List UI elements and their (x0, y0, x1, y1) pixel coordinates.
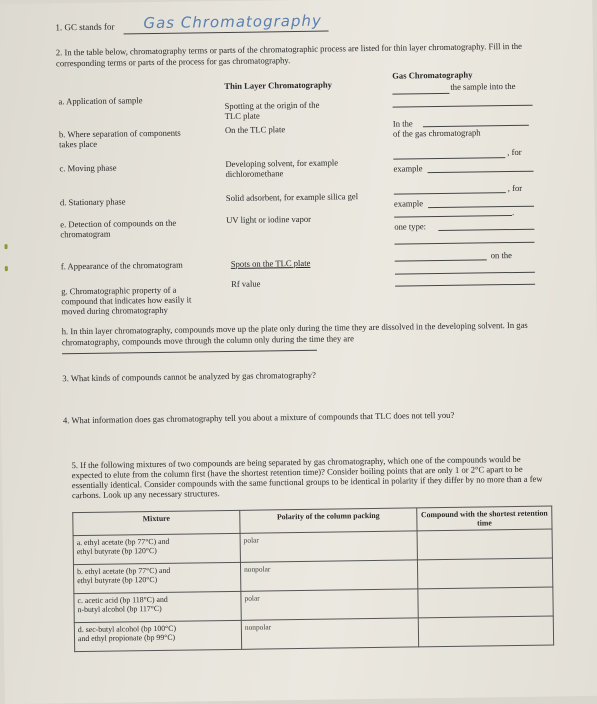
row-d-gc-line-1 (394, 192, 506, 195)
q5-text: 5. If the following mixtures of two compounds are being separated by gas chromatography, which one of the compounds would be expected to elute from the column first (have the shortest retention time)? Consider boiling points that are only 1 or 2°C apart to be essentially identical. Consider compounds with the same functional groups to be identical in polarity if they differ by no more than a few carbons. Look up any necessary structures. (71, 453, 543, 501)
row-a-gc-line-2 (393, 105, 533, 108)
row-g-label-2: compound that indicates how easily it (61, 294, 192, 307)
polarity-cell: nonpolar (240, 560, 417, 591)
row-b-gc-2: of the gas chromatograph (392, 127, 481, 139)
row-e-label-2: chromatogram (60, 228, 111, 240)
row-d-label: d. Stationary phase (59, 196, 126, 208)
q3-text: 3. What kinds of compounds cannot be analyzed by gas chromatography? (62, 369, 316, 384)
header-gc: Gas Chromatography (392, 69, 473, 81)
mixture-cell: c. acetic acid (bp 118°C) and n-butyl alcohol (bp 117°C) (74, 591, 241, 622)
row-c-gc-line-1 (393, 157, 505, 160)
row-g-label-3: moved during chromatography (61, 304, 168, 317)
row-a-tlc-1: Spotting at the origin of the (224, 99, 320, 112)
row-a-gc-text: the sample into the (450, 80, 516, 92)
row-d-tlc: Solid adsorbent, for example silica gel (225, 191, 359, 203)
answer-cell[interactable] (418, 587, 553, 618)
row-b-tlc: On the TLC plate (224, 124, 286, 136)
polarity-cell: nonpolar (241, 618, 418, 649)
row-c-tlc-1: Developing solvent, for example (225, 157, 339, 170)
q2-intro: 2. In the table below, chromatography terms or parts of the chromatographic process are listed for thin layer chromatography. Fill in the corresponding terms or parts of the process for gas chromatography. (55, 40, 523, 68)
row-a-tlc-2: TLC plate (224, 110, 260, 122)
row-c-gc-for: , for (507, 146, 522, 158)
row-h-text: h. In thin layer chromatography, compounds move up the plate only during the time they are dissolved in the developing solvent. In gas chromatography, compounds move through the column only during the time they are (61, 319, 528, 347)
header-tlc-1: Thin Layer Chromatography (224, 79, 332, 92)
q4-text: 4. What information does gas chromatography tell you about a mixture of compounds that TLC does not tell you? (62, 409, 455, 426)
row-c-tlc-2: dichloromethane (225, 168, 284, 180)
mixture-table-header-polarity: Polarity of the column packing (240, 508, 417, 533)
q1-handwritten-answer: Gas Chromatography (143, 11, 322, 33)
row-e-gc-line-3 (395, 242, 535, 245)
margin-mark-bottom (5, 266, 8, 271)
row-f-label: f. Appearance of the chromatogram (60, 259, 183, 272)
row-e-gc-line-1 (394, 215, 512, 218)
row-e-gc-dot: . (512, 206, 515, 218)
row-d-gc-line-2 (428, 206, 534, 208)
q1-label: 1. GC stands for (55, 21, 115, 33)
row-b-label-1: b. Where separation of components (58, 127, 181, 140)
row-f-gc-line-2 (395, 272, 535, 275)
row-e-gc-line-2 (438, 229, 534, 231)
row-f-gc-line-1 (395, 259, 487, 261)
polarity-cell: polar (241, 589, 418, 620)
row-a-gc-line (392, 93, 449, 95)
row-c-gc-line-2 (428, 171, 534, 173)
mixture-cell: a. ethyl acetate (bp 77°C) and ethyl butyrate (bp 120°C) (73, 533, 240, 564)
row-b-gc-1: In the (392, 118, 413, 129)
answer-cell[interactable] (417, 529, 552, 560)
row-d-gc-example: example (393, 198, 424, 209)
row-f-tlc: Spots on the TLC plate (230, 257, 311, 269)
row-a-label: a. Application of sample (58, 95, 143, 107)
row-c-gc-example: example (393, 163, 423, 174)
mixture-table (72, 505, 554, 652)
row-h-answer-line (62, 350, 317, 355)
mixture-cell: b. ethyl acetate (bp 77°C) and ethyl butyrate (bp 120°C) (73, 562, 240, 593)
margin-mark-top (4, 244, 7, 249)
row-c-label: c. Moving phase (59, 162, 117, 174)
row-g-label-1: g. Chromatographic property of a (61, 284, 177, 297)
table-row (74, 616, 553, 652)
mixture-cell: d. sec-butyl alcohol (bp 100°C) and ethyl propionate (bp 99°C) (74, 620, 241, 651)
row-e-gc-one-type: one type: (394, 221, 427, 232)
row-g-tlc: Rf value (231, 278, 261, 289)
polarity-cell: polar (240, 531, 417, 562)
answer-cell[interactable] (417, 558, 552, 589)
row-f-gc-text: on the (490, 250, 513, 261)
mixture-table-header-shortest: Compound with the shortest retention time (417, 506, 552, 531)
row-e-label-1: e. Detection of compounds on the (60, 217, 177, 230)
mixture-table-header-mixture: Mixture (73, 510, 240, 535)
row-e-tlc: UV light or iodine vapor (226, 213, 312, 225)
row-b-label-2: takes place (59, 138, 98, 150)
row-d-gc-for: , for (507, 182, 523, 194)
answer-cell[interactable] (418, 616, 553, 647)
row-g-gc-line (395, 284, 535, 287)
